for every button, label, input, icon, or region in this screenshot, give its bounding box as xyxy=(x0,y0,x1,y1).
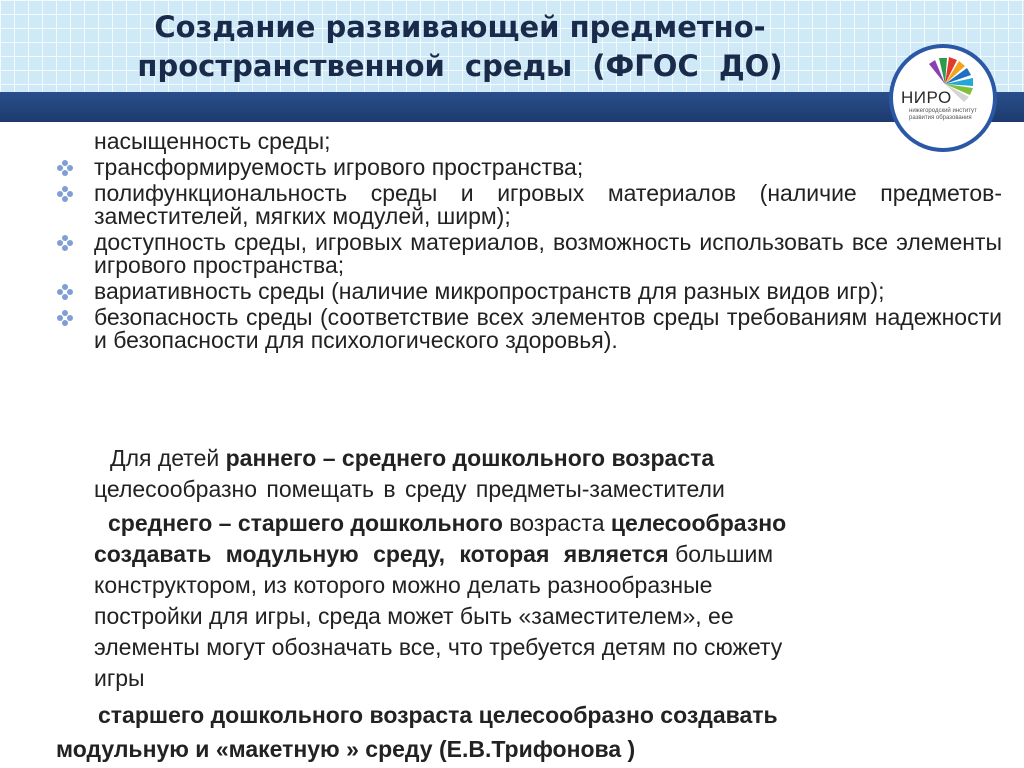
paragraph-line: игры xyxy=(94,665,145,691)
paragraph-middle-age xyxy=(56,508,1002,694)
paragraph-senior-age xyxy=(56,698,1002,766)
list-item xyxy=(56,156,1002,179)
title-line-1: Создание развивающей предметно- xyxy=(154,10,766,44)
list-item-text: трансформируемость игрового пространства; xyxy=(94,154,584,180)
list-item-text: вариативность среды (наличие микропространств для разных видов игр); xyxy=(94,278,885,304)
logo-abbreviation: НИРО xyxy=(901,88,952,107)
paragraph-emphasis: среднего – старшего дошкольного xyxy=(108,510,503,536)
slide-title xyxy=(60,8,860,86)
paragraph-lead: Для детей xyxy=(110,445,226,471)
paragraph-line: постройки для игры, среда может быть «заместителем», ее xyxy=(94,603,734,629)
list-item xyxy=(56,182,1002,228)
paragraph-line xyxy=(56,508,1002,539)
list-item xyxy=(56,130,1002,153)
paragraph-emphasis: раннего – среднего дошкольного возраста xyxy=(225,445,715,471)
list-item xyxy=(56,306,1002,352)
requirements-list xyxy=(56,130,1002,355)
diamond-bullet-icon xyxy=(56,283,74,301)
title-line-2: пространственной среды (ФГОС ДО) xyxy=(137,49,783,83)
paragraph-line: конструктором, из которого можно делать разнообразные xyxy=(94,572,713,598)
list-item-text: полифункциональность среды и игровых материалов (наличие предметов-заместителей, мягких модулей, ширм); xyxy=(94,180,1002,229)
list-item-text: насыщенность среды; xyxy=(94,128,331,154)
header-bar xyxy=(0,92,1024,122)
paragraph-early-age xyxy=(56,443,1002,505)
paragraph-emphasis: создавать модульную среду, которая является xyxy=(94,541,669,567)
paragraph-emphasis: целесообразно xyxy=(610,510,787,536)
paragraph-text: возраста xyxy=(502,510,611,536)
list-item xyxy=(56,280,1002,303)
paragraph-line: старшего дошкольного возраста целесообразно создавать xyxy=(98,702,778,728)
paragraph-line xyxy=(56,443,1002,474)
list-item-text: доступность среды, игровых материалов, возможность использовать все элементы игрового пространства; xyxy=(94,229,1002,278)
paragraph-text: большим xyxy=(668,541,774,567)
list-item xyxy=(56,231,1002,277)
paragraph-line: модульную и «макетную » среду (Е.В.Трифонова ) xyxy=(56,736,636,762)
paragraph-line: элементы могут обозначать все, что требуется детям по сюжету xyxy=(94,634,783,660)
paragraph-line: целесообразно помещать в среду предметы-заместители xyxy=(94,476,725,502)
diamond-bullet-icon xyxy=(56,159,74,177)
diamond-bullet-icon xyxy=(56,234,74,252)
diamond-bullet-icon xyxy=(56,309,74,327)
paragraph-line xyxy=(56,539,1002,570)
diamond-bullet-icon xyxy=(56,185,74,203)
logo-subtitle: нижегородский институт развития образования xyxy=(909,108,977,121)
list-item-text: безопасность среды (соответствие всех элементов среды требованиям надежности и безопасности для психологического здоровья). xyxy=(94,304,1002,353)
